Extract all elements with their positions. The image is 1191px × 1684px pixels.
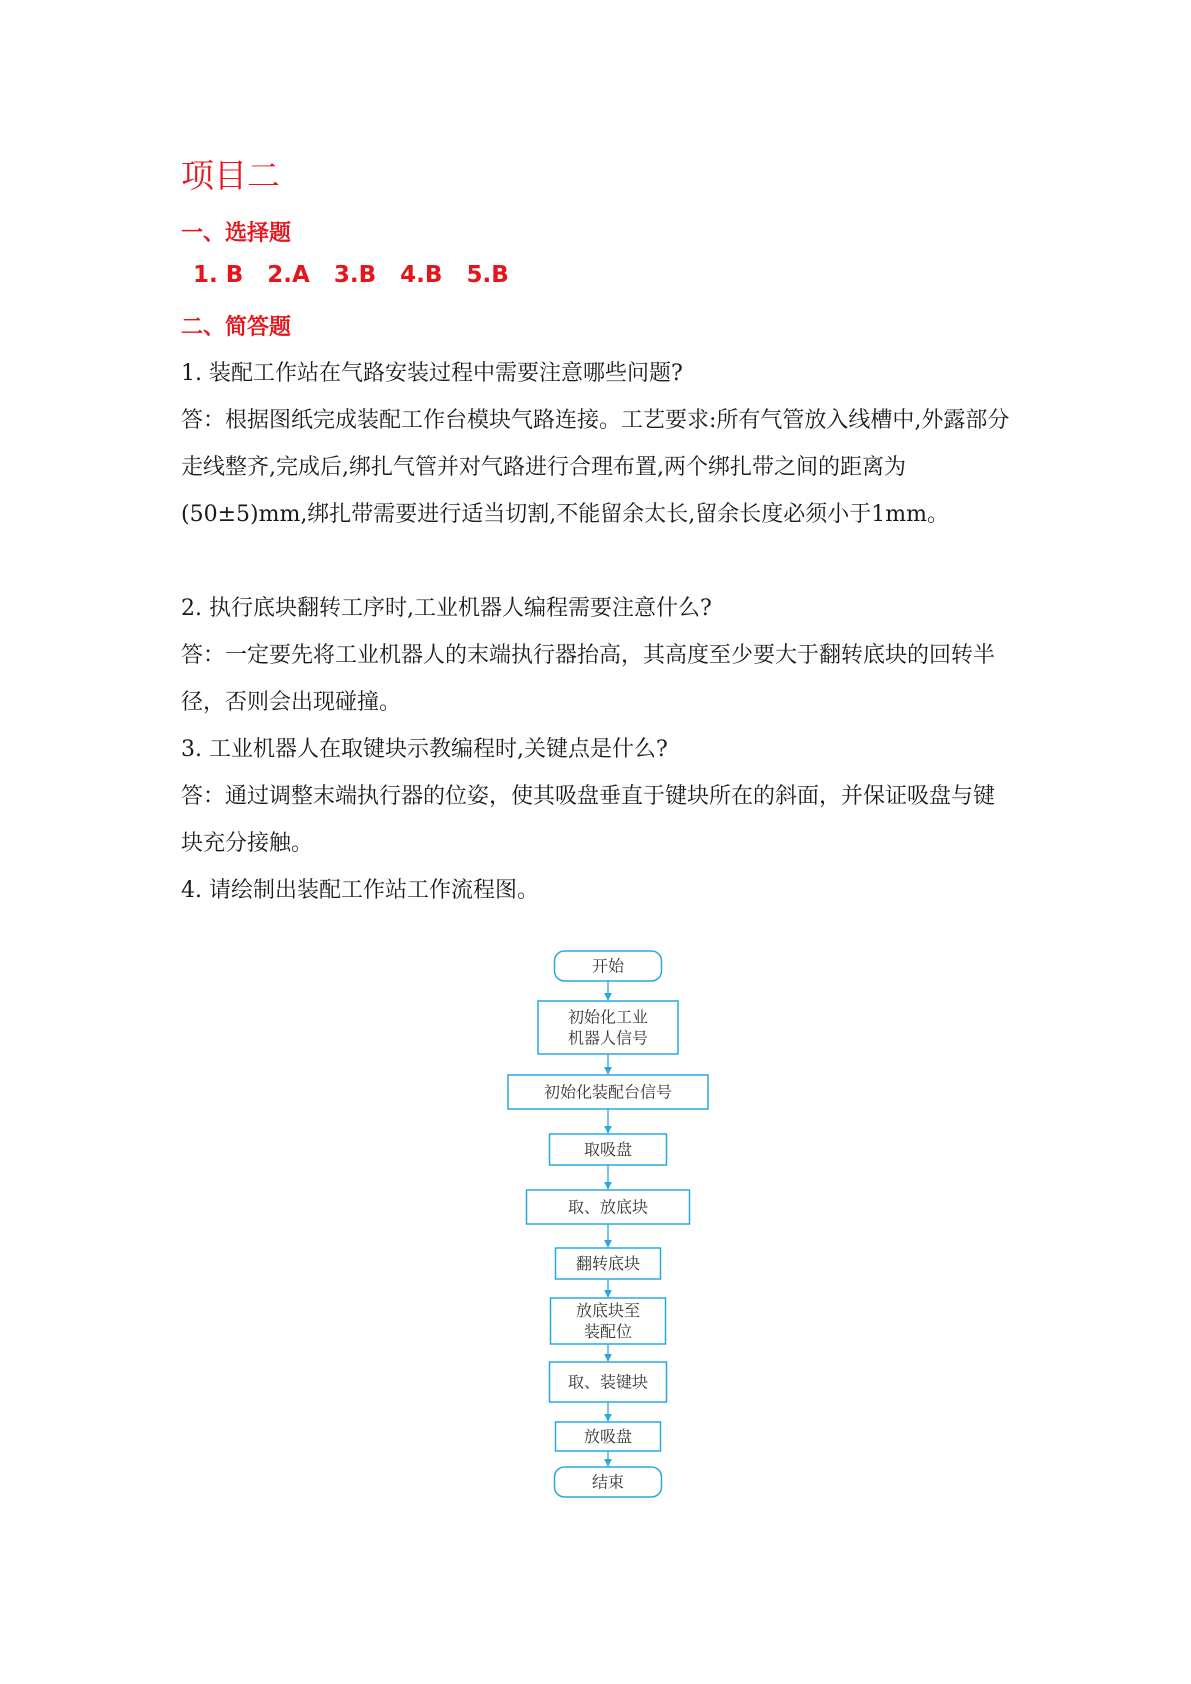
answer-1: 答：根据图纸完成装配工作台模块气路连接。工艺要求:所有气管放入线槽中,外露部分走线整齐,完成后,绑扎气管并对气路进行合理布置,两个绑扎带之间的距离为(50±5)mm,绑扎带需要进行适当切割,不能留余太长,留余长度必须小于1mm。 [181, 408, 1010, 527]
question-4: 4. 请绘制出装配工作站工作流程图。 [181, 878, 539, 903]
flowchart-node-label: 放吸盘 [583, 1427, 633, 1446]
flowchart-node-label: 装配位 [583, 1322, 633, 1341]
flowchart-node-2 [538, 1001, 678, 1054]
flowchart-node-8 [550, 1362, 667, 1402]
flowchart-node-4 [550, 1134, 667, 1165]
flowchart-node-label: 机器人信号 [567, 1028, 649, 1048]
answer-3: 答：通过调整末端执行器的位姿，使其吸盘垂直于键块所在的斜面，并保证吸盘与键块充分接触。 [181, 784, 996, 856]
flowchart-node-10 [555, 1467, 662, 1497]
question-2: 2. 执行底块翻转工序时,工业机器人编程需要注意什么? [181, 596, 712, 621]
flowchart-node-6 [556, 1248, 661, 1279]
flowchart-node-5 [527, 1190, 690, 1224]
flowchart-node-1 [555, 951, 662, 981]
flowchart-node-label: 结束 [591, 1472, 625, 1492]
flowchart-node-3 [508, 1075, 708, 1109]
flowchart-node-label: 取吸盘 [583, 1140, 633, 1159]
flowchart-node-7 [551, 1298, 666, 1344]
section-short-answer-title: 二、简答题 [181, 315, 292, 340]
section-multiple-choice-title: 一、选择题 [181, 221, 292, 246]
question-3: 3. 工业机器人在取键块示教编程时,关键点是什么? [181, 737, 668, 762]
multiple-choice-answers: 1. B 2.A 3.B 4.B 5.B [193, 262, 509, 288]
flowchart-node-label: 初始化装配台信号 [543, 1082, 673, 1102]
flowchart-node-label: 放底块至 [575, 1301, 641, 1320]
flowchart-node-label: 初始化工业 [567, 1007, 649, 1027]
answer-2: 答：一定要先将工业机器人的末端执行器抬高，其高度至少要大于翻转底块的回转半径，否则会出现碰撞。 [181, 643, 996, 715]
page-title: 项目二 [181, 156, 280, 195]
question-1: 1. 装配工作站在气路安装过程中需要注意哪些问题? [181, 361, 683, 386]
flowchart-node-label: 取、装键块 [567, 1372, 649, 1392]
flowchart-node-label: 开始 [591, 956, 625, 976]
flowchart-node-label: 翻转底块 [575, 1254, 641, 1273]
flowchart-node-label: 取、放底块 [567, 1197, 649, 1217]
flowchart-node-9 [556, 1422, 661, 1451]
